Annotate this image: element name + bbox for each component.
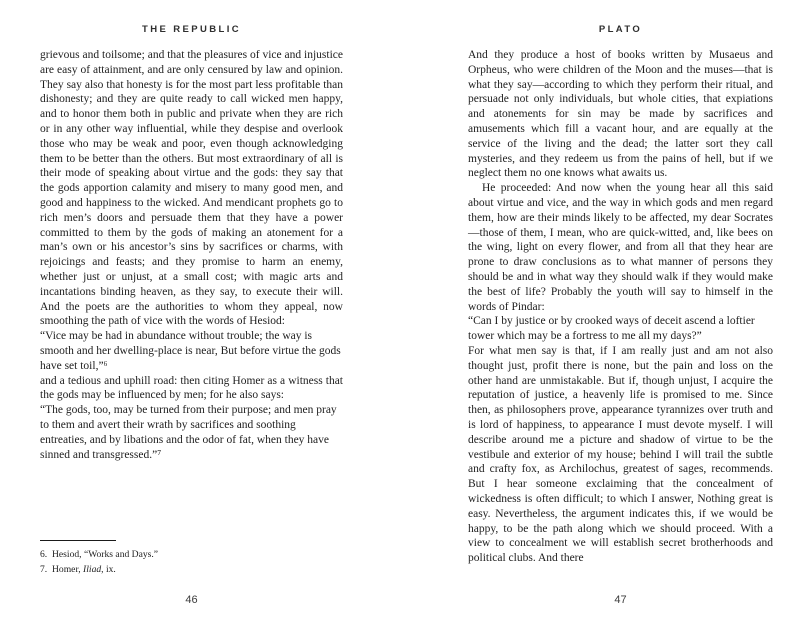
running-header-left: THE REPUBLIC bbox=[142, 24, 241, 35]
page-right bbox=[405, 0, 810, 617]
body-paragraph: and a tedious and uphill road: then citing Homer as a witness that the gods may be influenced by men; for he also says: bbox=[40, 374, 343, 402]
verse-quote-homer: “The gods, too, may be turned from their purpose; and men pray to them and avert their wrath by sacrifices and soothing entreaties, and by libations and the odor of fat, when they have sinned and transgressed.”⁷ bbox=[40, 404, 337, 461]
body-text-left bbox=[40, 48, 343, 462]
footnote-6: 6. Hesiod, “Works and Days.” bbox=[40, 549, 159, 560]
footnote-block bbox=[40, 540, 343, 577]
footnote-7-work-title: Iliad bbox=[83, 564, 102, 575]
footnote-rule bbox=[40, 540, 116, 541]
body-text-right bbox=[468, 48, 773, 566]
body-paragraph: grievous and toilsome; and that the pleasures of vice and injustice are easy of attainment, and are only censured by law and opinion. They say also that honesty is for the most part less profitable than dishonesty; and they are quite ready to call wicked men happy, and to honor them both in public and private when they are rich or in any other way influential, while they despise and overlook those who may be weak and poor, even though acknowledging them to be better than the others. But most extraordinary of all is their mode of speaking about virtue and the gods: they say that the gods apportion calamity and misery to many good men, and good and happiness to the wicked. And mendicant prophets go to rich men’s doors and persuade them that they have a power committed to them by the gods of making an atonement for a man’s own or his ancestor’s sins by sacrifices or charms, with rejoicings and feasts; and they promise to harm an enemy, whether just or unjust, at a small cost; with magic arts and incantations binding heaven, as they say, to execute their will. And the poets are the authorities to whom they appeal, now smoothing the path of vice with the words of Hesiod: bbox=[40, 49, 343, 328]
body-paragraph: He proceeded: And now when the young hear all this said about virtue and vice, and the way in which gods and men regard them, how are their minds likely to be affected, my dear Socrates—those of them, I mean, who are quick-witted, and, like bees on the wing, light on every flower, and from all that they hear are prone to draw conclusions as to what manner of persons they should be and in what way they should walk if they would make the best of life? Probably the youth will say to himself in the words of Pindar: bbox=[468, 182, 773, 313]
footnote-7-text: 7. Homer, bbox=[40, 564, 84, 575]
page-number-left: 46 bbox=[185, 594, 198, 606]
verse-quote-pindar: “Can I by justice or by crooked ways of deceit ascend a loftier tower which may be a fortress to me all my days?” bbox=[468, 315, 755, 343]
body-paragraph: And they produce a host of books written by Musaeus and Orpheus, who were children of the Moon and the muses—that is what they say—according to which they perform their ritual, and persuade not only individuals, but whole cities, that expiations and atonements for sin may be made by sacrifices and amusements which fill a vacant hour, and are equally at the service of the living and the dead; the latter sort they call mysteries, and they redeem us from the pains of hell, but if we neglect them no one knows what awaits us. bbox=[468, 49, 773, 180]
footnote-7 bbox=[40, 562, 343, 577]
verse-quote-hesiod: “Vice may be had in abundance without trouble; the way is smooth and her dwelling-place is near, But before virtue the gods have set toil,”⁶ bbox=[40, 330, 341, 372]
footnote-7-citation: , ix. bbox=[101, 564, 116, 575]
page-number-right: 47 bbox=[614, 594, 627, 606]
body-paragraph: For what men say is that, if I am really just and am not also thought just, profit there is none, but the pain and loss on the other hand are unmistakable. But if, though unjust, I acquire the reputation of justice, a heavenly life is promised to me. Since then, as philosophers prove, appearance tyrannizes over truth and is lord of happiness, to appearance I must devote myself. I will describe around me a picture and shadow of virtue to be the vestibule and exterior of my house; behind I will trail the subtle and crafty fox, as Archilochus, greatest of sages, recommends. But I hear someone exclaiming that the concealment of wickedness is often difficult; to which I answer, Nothing great is easy. Nevertheless, the argument indicates this, if we would be happy, to be the path along which we should proceed. With a view to concealment we will establish secret brotherhoods and political clubs. And there bbox=[468, 344, 773, 565]
running-header-right: PLATO bbox=[598, 24, 643, 35]
